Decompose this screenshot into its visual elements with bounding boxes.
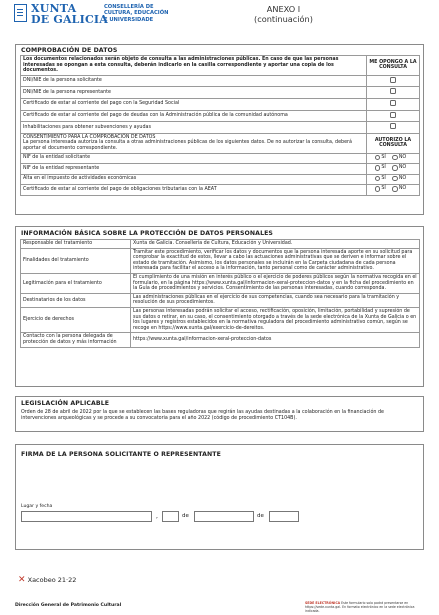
privacy-text: Tramitar este procedimiento, verificar los datos y documentos que la persona interesada aporte en su solicitud para comprobar la exactitud de estos, llevar a cabo las actuaciones administrativas que se deriven e informar sobre el estado de tramitación. Asimismo, los datos personales se incluirán en la Carpeta ciudadana de cada persona interesada para facilitar el acceso a la información, tanto personal como de carácter administrativo.: [131, 248, 420, 273]
privacy-title: INFORMACIÓN BÁSICA SOBRE LA PROTECCIÓN DE DATOS PERSONALES: [21, 230, 273, 237]
authorize-item: Certificado de estar al corriente del pago de obligaciones tributarias con la AEAT: [21, 185, 367, 196]
comma-separator: ,: [156, 513, 158, 520]
dept-line-2: CULTURA, EDUCACIÓN: [104, 10, 169, 17]
consent-intro: La persona interesada autoriza la consulta a otras administraciones públicas de los siguientes datos. De no autorizar la consulta, deberá aportar el documento correspondiente.: [23, 140, 352, 151]
oppose-item: DNI/NIE de la persona solicitante: [21, 75, 367, 87]
privacy-label: Responsable del tratamiento: [21, 240, 131, 249]
yes-radio[interactable]: [375, 155, 381, 161]
legislation-title: LEGISLACIÓN APLICABLE: [21, 400, 110, 407]
privacy-label: Contacto con la persona delegada de protección de datos y más información: [21, 333, 131, 347]
oppose-table: [20, 55, 420, 196]
no-radio[interactable]: [392, 186, 398, 192]
authorize-item: NIF de la entidad solicitante: [21, 153, 367, 164]
de-label-2: de: [257, 513, 264, 519]
oppose-item: Certificado de estar al corriente del pago con la Seguridad Social: [21, 98, 367, 110]
consent-title: CONSENTIMIENTO PARA LA COMPROBACIÓN DE DATOS: [23, 134, 156, 140]
yes-radio[interactable]: [375, 165, 381, 171]
xunta-logo-icon: [14, 4, 27, 22]
legislation-text: Orden de 28 de abril de 2022 por la que se establecen las bases reguladoras que regirán las ayudas destinadas a la colaboración en la financiación de intervenciones arqueológicas y se procede a su convocatoria para el año 2022 (código de procedimiento CT104B).: [21, 410, 384, 421]
footer-direction: Dirección General de Patrimonio Cultural: [15, 603, 122, 608]
sede-text: Este formulario solo podrá presentarse en https://sede.xunta.gal. En formato electrónico en la sede electrónica indicada.: [305, 601, 415, 613]
place-date-label: Lugar y fecha: [21, 504, 53, 509]
signature-title: FIRMA DE LA PERSONA SOLICITANTE O REPRESENTANTE: [21, 451, 221, 458]
annex-heading: [254, 4, 313, 24]
yes-no-group: [367, 153, 420, 164]
day-field[interactable]: [162, 511, 179, 522]
consent-block: [21, 133, 367, 153]
logo-line-2: DE GALICIA: [31, 13, 108, 26]
privacy-label: Destinatarios de los datos: [21, 293, 131, 307]
yes-no-group: [367, 164, 420, 175]
department-name: [104, 4, 168, 23]
privacy-text: Las administraciones públicas en el ejercicio de sus competencias, cuando sea necesario para la tramitación y resolución de sus procedimientos.: [131, 293, 420, 307]
dept-line-1: CONSELLERÍA DE: [104, 4, 154, 10]
oppose-item: DNI/NIE de la persona representante: [21, 87, 367, 99]
verification-title: COMPROBACIÓN DE DATOS: [21, 47, 118, 54]
privacy-link[interactable]: https://www.xunta.gal/informacion-xeral-proteccion-datos: [131, 333, 420, 347]
yes-radio[interactable]: [375, 186, 381, 192]
no-radio[interactable]: [392, 155, 398, 161]
verification-intro: Los documentos relacionados serán objeto de consulta a las administraciones públicas. En caso de que las personas interesadas se opongan a esta consulta, deberán indicarlo en la casilla correspondiente y aportar una copia de los documentos.: [21, 56, 367, 76]
signature-section: [15, 444, 424, 550]
de-label-1: de: [182, 513, 189, 519]
oppose-checkbox[interactable]: [390, 123, 396, 129]
oppose-header: ME OPONGO A LA CONSULTA: [367, 56, 420, 76]
annex-title: ANEXO I: [266, 4, 301, 14]
no-label: NO: [398, 165, 407, 171]
oppose-checkbox[interactable]: [390, 100, 396, 106]
authorize-header: AUTORIZO LA CONSULTA: [367, 133, 420, 153]
yes-label: SÍ: [381, 175, 386, 181]
privacy-table: [20, 239, 420, 348]
no-label: NO: [398, 186, 407, 192]
yes-label: SÍ: [381, 186, 386, 192]
privacy-section: [15, 226, 424, 387]
privacy-label: Ejercicio de derechos: [21, 307, 131, 332]
place-field[interactable]: [21, 511, 152, 522]
oppose-checkbox[interactable]: [390, 88, 396, 94]
privacy-text: Xunta de Galicia. Consellería de Cultura, Educación y Universidad.: [131, 240, 420, 249]
xacobeo-icon: ✕: [18, 575, 26, 585]
no-radio[interactable]: [392, 176, 398, 182]
sede-label: SEDE ELECTRÓNICA: [305, 601, 341, 605]
oppose-item: Certificado de estar al corriente del pago de deudas con la Administración pública de la comunidad autónoma: [21, 110, 367, 122]
no-label: NO: [398, 175, 407, 181]
no-label: NO: [398, 154, 407, 160]
month-field[interactable]: [194, 511, 254, 522]
authorize-item: Alta en el impuesto de actividades económicas: [21, 174, 367, 185]
year-field[interactable]: [269, 511, 299, 522]
logo-line-1: XUNTA: [31, 2, 77, 15]
yes-label: SÍ: [381, 165, 386, 171]
oppose-checkbox[interactable]: [390, 112, 396, 118]
no-radio[interactable]: [392, 165, 398, 171]
yes-radio[interactable]: [375, 176, 381, 182]
legislation-section: [15, 396, 424, 432]
annex-subtitle: (continuación): [254, 14, 313, 24]
yes-no-group: [367, 174, 420, 185]
sede-notice: [305, 601, 429, 613]
privacy-label: Finalidades del tratamiento: [21, 248, 131, 273]
oppose-checkbox[interactable]: [390, 77, 396, 83]
xacobeo-text: Xacobeo 21·22: [27, 576, 77, 584]
privacy-text: El cumplimiento de una misión en interés público o el ejercicio de poderes públicos según la normativa recogida en el formulario, en la página https://www.xunta.gal/informacion-xeral-proteccion-datos y en la ficha del procedimiento en la Guía de procedimientos y servicios. Consentimiento de las personas interesadas, cuando corresponda.: [131, 273, 420, 293]
yes-no-group: [367, 185, 420, 196]
yes-label: SÍ: [381, 154, 386, 160]
oppose-item: Inhabilitaciones para obtener subvenciones y ayudas: [21, 122, 367, 134]
privacy-label: Legitimación para el tratamiento: [21, 273, 131, 293]
xacobeo-logo: [18, 575, 76, 585]
authorize-item: NIF de la entidad representante: [21, 164, 367, 175]
dept-line-3: E UNIVERSIDADE: [104, 16, 154, 23]
verification-section: [15, 44, 424, 215]
privacy-text: Las personas interesadas podrán solicitar el acceso, rectificación, oposición, limitación, portabilidad y supresión de sus datos o retirar, en su caso, el consentimiento otorgado a través de la sede electrónica de la Xunta de Galicia o en los lugares y registros establecidos en la normativa reguladora del procedimiento administrativo común, según se recoge en https://www.xunta.gal/exercicio-de-dereitos.: [131, 307, 420, 332]
xunta-logo-text: [31, 3, 108, 25]
